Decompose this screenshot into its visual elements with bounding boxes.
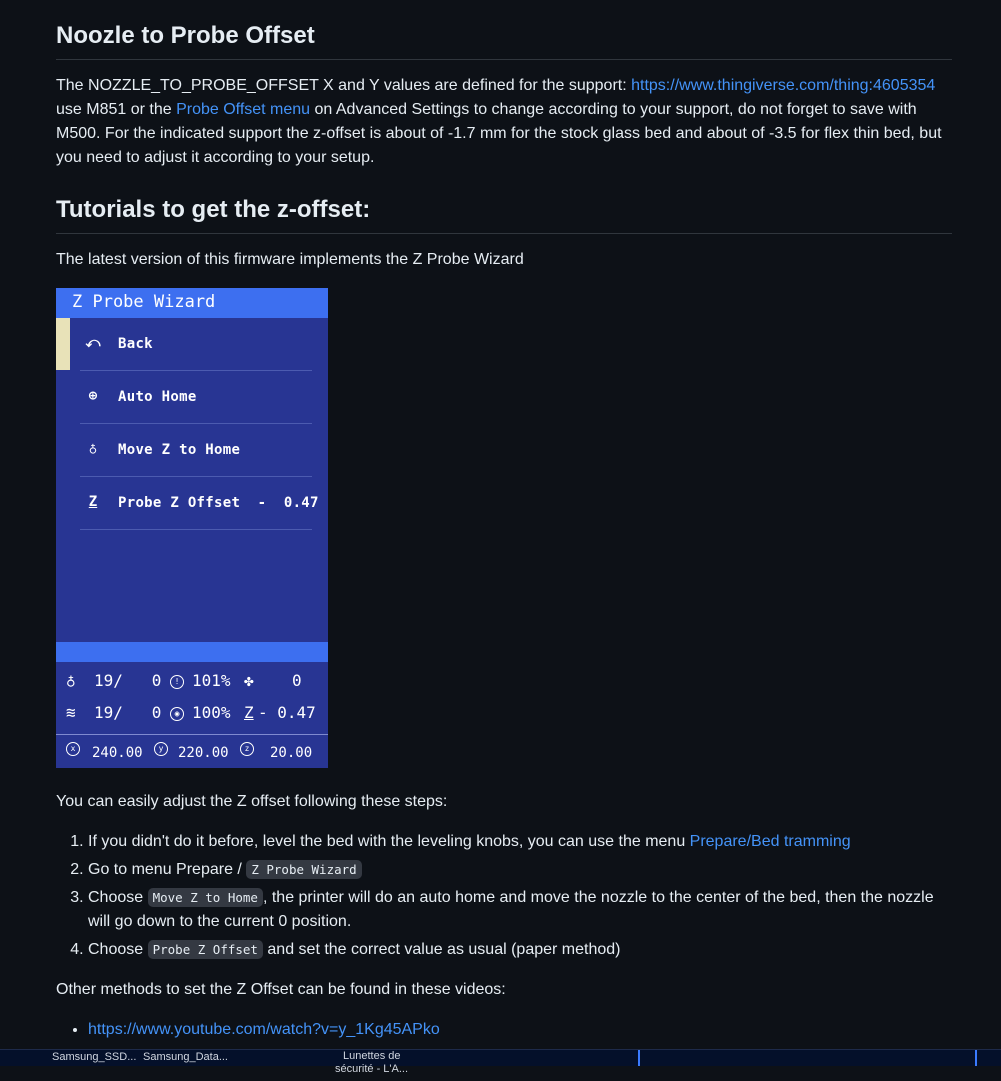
- z-offset-icon: Z: [244, 703, 254, 722]
- lcd-item-label: Auto Home: [118, 389, 197, 405]
- code-probe-z-offset: Probe Z Offset: [148, 940, 263, 959]
- lcd-item-label: Probe Z Offset - 0.47: [118, 495, 319, 511]
- code-move-z-to-home: Move Z to Home: [148, 888, 263, 907]
- hotend-icon: ♁: [88, 441, 98, 457]
- videos-list: [56, 1018, 440, 1042]
- paragraph-wizard-intro: The latest version of this firmware implements the Z Probe Wizard: [56, 251, 524, 268]
- list-item: [88, 858, 952, 882]
- paragraph-probe-offset: [56, 74, 952, 170]
- text-part: on Advanced Settings to change according to your support, do not forget to save with M500. For the indicated support the z-offset is about of -1.7 mm for the stock glass bed and about of -3.5 for flex thin bed, but you need to adjust it according to your setup.: [56, 101, 942, 166]
- bed-temp: 19/ 0: [94, 703, 162, 722]
- lcd-axis-positions: x 240.00 y 220.00 z 20.00: [66, 742, 328, 764]
- paragraph-videos-intro: Other methods to set the Z Offset can be found in these videos:: [56, 981, 506, 998]
- lcd-status-row-2: [66, 700, 326, 726]
- step-text: Choose: [88, 889, 148, 906]
- crosshair-icon: ⊕: [88, 388, 98, 404]
- fan-icon: ✤: [244, 671, 254, 690]
- step-text: If you didn't do it before, level the bed with the leveling knobs, you can use the menu: [88, 833, 690, 850]
- lcd-status-bar: [56, 642, 328, 662]
- paragraph-steps-intro: You can easily adjust the Z offset following these steps:: [56, 793, 448, 810]
- probe-offset-menu-link[interactable]: Probe Offset menu: [176, 101, 311, 118]
- y-position: 220.00: [178, 745, 229, 761]
- z-position: 20.00: [270, 745, 313, 761]
- lcd-item-label: Back: [118, 336, 153, 352]
- step-text: Choose: [88, 941, 148, 958]
- text-part: The NOZZLE_TO_PROBE_OFFSET X and Y values are defined for the support:: [56, 77, 632, 94]
- desktop-item-label[interactable]: Lunettes de: [343, 1050, 401, 1062]
- hotend-temp: 19/ 0: [94, 671, 162, 690]
- z-offset-icon: Z: [88, 494, 98, 510]
- desktop-strip: [0, 1049, 1001, 1075]
- step-text: Go to menu Prepare /: [88, 861, 247, 878]
- flow-percent: 100%: [192, 703, 231, 722]
- back-arrow-icon: ⤺: [85, 335, 101, 351]
- z-offset-value: - 0.47: [258, 703, 316, 722]
- steps-list: [56, 830, 952, 966]
- list-item: [88, 830, 952, 854]
- z-probe-wizard-screenshot: [56, 288, 328, 768]
- fan-speed: 0: [292, 671, 302, 690]
- heading-noozle-to-probe-offset: Noozle to Probe Offset: [56, 21, 952, 60]
- bed-heat-icon: ≋: [66, 703, 76, 722]
- code-z-probe-wizard: Z Probe Wizard: [246, 860, 361, 879]
- youtube-link[interactable]: https://www.youtube.com/watch?v=y_1Kg45APko: [88, 1021, 440, 1038]
- feedrate-percent: 101%: [192, 671, 231, 690]
- lcd-item-label: Move Z to Home: [118, 442, 241, 458]
- hotend-icon: ♁: [66, 671, 76, 690]
- lcd-item-probe-z-offset: [80, 477, 319, 530]
- lcd-divider: [56, 734, 328, 735]
- lcd-selection-marker: [56, 318, 70, 370]
- flow-icon: ◉: [170, 700, 184, 726]
- thingiverse-link[interactable]: https://www.thingiverse.com/thing:4605354: [631, 77, 936, 94]
- list-item: [88, 1018, 440, 1042]
- lcd-item-move-z-to-home: [80, 424, 312, 477]
- lcd-item-back: [80, 318, 312, 371]
- x-position: 240.00: [92, 745, 143, 761]
- bed-tramming-link[interactable]: Prepare/Bed tramming: [689, 833, 851, 850]
- heading-tutorials: Tutorials to get the z-offset:: [56, 195, 952, 234]
- desktop-item-label[interactable]: sécurité - L'A...: [335, 1063, 409, 1075]
- speed-icon: !: [170, 668, 184, 694]
- desktop-item-label[interactable]: Samsung_SSD...: [52, 1051, 137, 1063]
- wallpaper-glow: [638, 1050, 640, 1066]
- step-text: , the printer will do an auto home and move the nozzle to the center of the bed, then the nozzle will go down to the current 0 position.: [88, 889, 934, 930]
- lcd-title: Z Probe Wizard: [56, 288, 328, 318]
- wallpaper-glow: [975, 1050, 977, 1066]
- text-part: use M851 or the: [56, 101, 177, 118]
- desktop-item-label[interactable]: Samsung_Data...: [143, 1051, 228, 1063]
- lcd-status-row-1: [66, 668, 326, 694]
- step-text: and set the correct value as usual (paper method): [262, 941, 621, 958]
- list-item: [88, 938, 952, 962]
- lcd-item-auto-home: [80, 371, 312, 424]
- list-item: [88, 886, 952, 934]
